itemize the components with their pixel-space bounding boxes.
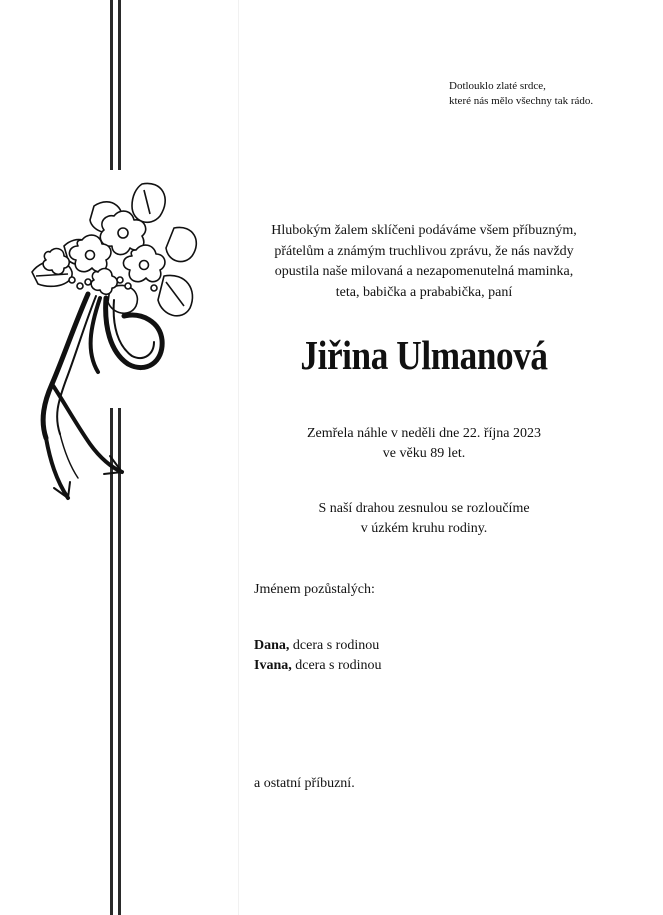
survivors-label: Jménem pozůstalých: [254,582,375,597]
announcement-text [238,221,610,303]
survivors-list [254,636,382,676]
flower-bouquet-icon [24,176,210,512]
farewell-line-1: S naší drahou zesnulou se rozloučíme [318,501,530,516]
survivor-name: Ivana, [254,658,292,673]
motto-line-2: které nás mělo všechny tak rádo. [449,95,594,107]
motto [449,79,649,109]
survivor-item [254,636,382,656]
death-details [238,424,610,464]
death-date: Zemřela náhle v neděli dne 22. října 2023 [306,426,542,441]
vertical-rule-right-top [118,0,121,170]
farewell-line-2: v úzkém kruhu rodiny. [360,521,488,536]
announcement-line-1: Hlubokým žalem sklíčeni podáváme všem příbuzným, [271,223,577,238]
vertical-rule-left-top [110,0,113,170]
age: ve věku 89 let. [382,446,466,461]
motto-line-1: Dotlouklo zlaté srdce, [449,80,546,92]
announcement-line-2: přátelům a známým truchlivou zprávu, že nás navždy [274,243,574,259]
closing-line: a ostatní příbuzní. [254,776,355,791]
announcement-line-4: teta, babička a prababička, paní [335,284,513,300]
announcement-line-3: opustila naše milovaná a nezapomenutelná maminka, [274,264,574,279]
survivor-relation: dcera s rodinou [289,638,380,653]
survivor-item [254,656,382,676]
survivor-relation: dcera s rodinou [291,658,382,673]
deceased-name: Jiřina Ulmanová [300,332,548,378]
farewell-notice [238,499,610,539]
survivor-name: Dana, [254,638,290,653]
